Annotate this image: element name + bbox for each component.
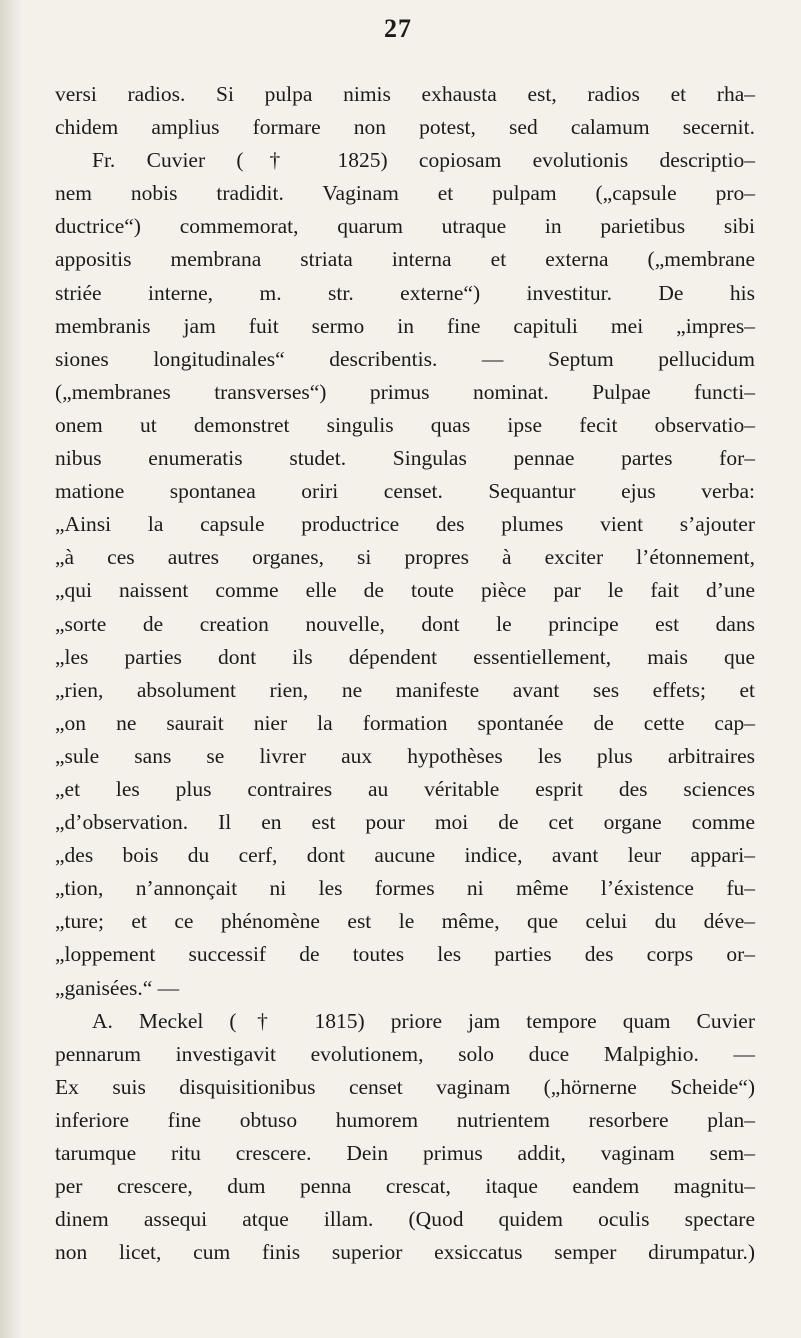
text-line: chidem amplius formare non potest, sed calamum secernit. [55, 115, 755, 140]
text-line: „qui naissent comme elle de toute pièce par le fait d’une [55, 578, 755, 603]
text-line: „on ne saurait nier la formation spontanée de cette cap– [55, 710, 755, 735]
text-line: „ture; et ce phénomène est le même, que celui du déve– [55, 909, 755, 934]
text-line: tarumque ritu crescere. Dein primus addit, vaginam sem– [55, 1141, 755, 1165]
text-line: nem nobis tradidit. Vaginam et pulpam („capsule pro– [55, 181, 755, 206]
text-line: „et les plus contraires au véritable esprit des sciences [55, 776, 755, 801]
text-line: „sorte de creation nouvelle, dont le principe est dans [55, 611, 755, 636]
text-line: „tion, n’annonçait ni les formes ni même l’éxistence fu– [55, 876, 755, 901]
text-line: „Ainsi la capsule productrice des plumes vient s’ajouter [55, 512, 755, 537]
text-line: non licet, cum finis superior exsiccatus semper dirumpatur.) [55, 1240, 755, 1265]
text-line: „des bois du cerf, dont aucune indice, avant leur appari– [55, 843, 755, 868]
text-line: nibus enumeratis studet. Singulas pennae partes for– [55, 446, 755, 471]
text-line: Fr. Cuvier († 1825) copiosam evolutionis descriptio– [92, 148, 755, 173]
text-line: onem ut demonstret singulis quas ipse fecit observatio– [55, 412, 755, 437]
text-line: ductrice“) commemorat, quarum utraque in parietibus sibi [55, 214, 755, 239]
text-line: pennarum investigavit evolutionem, solo duce Malpighio. — [55, 1041, 755, 1066]
text-line: „d’observation. Il en est pour moi de cet organe comme [55, 810, 755, 835]
text-line: „sule sans se livrer aux hypothèses les plus arbitraires [55, 743, 755, 768]
text-line: A. Meckel († 1815) priore jam tempore quam Cuvier [92, 1008, 755, 1033]
text-line: („membranes transverses“) primus nominat. Pulpae functi– [55, 379, 755, 404]
body-text [55, 78, 755, 1269]
page-number: 27 [384, 14, 412, 43]
text-line: matione spontanea oriri censet. Sequantur ejus verba: [55, 479, 755, 504]
text-line: striée interne, m. str. externe“) investitur. De his [55, 280, 755, 305]
text-line: „ganisées.“ — [55, 975, 180, 1000]
text-line: siones longitudinales“ describentis. — Septum pellucidum [55, 346, 755, 371]
text-line: per crescere, dum penna crescat, itaque eandem magnitu– [55, 1174, 755, 1199]
text-line: „à ces autres organes, si propres à exciter l’étonnement, [55, 545, 755, 570]
text-line: membranis jam fuit sermo in fine capituli mei „impres– [55, 313, 755, 338]
text-line: „rien, absolument rien, ne manifeste avant ses effets; et [55, 677, 755, 702]
text-line: inferiore fine obtuso humorem nutrientem resorbere plan– [55, 1107, 755, 1132]
text-line: „les parties dont ils dépendent essentiellement, mais que [55, 644, 755, 669]
text-line: „loppement successif de toutes les parties des corps or– [55, 942, 755, 967]
text-line: versi radios. Si pulpa nimis exhausta est, radios et rha– [55, 82, 755, 106]
page-edge-shadow [0, 0, 22, 1338]
text-line: appositis membrana striata interna et externa („membrane [55, 247, 755, 272]
text-line: dinem assequi atque illam. (Quod quidem oculis spectare [55, 1207, 755, 1232]
text-line: Ex suis disquisitionibus censet vaginam („hörnerne Scheide“) [55, 1074, 755, 1099]
